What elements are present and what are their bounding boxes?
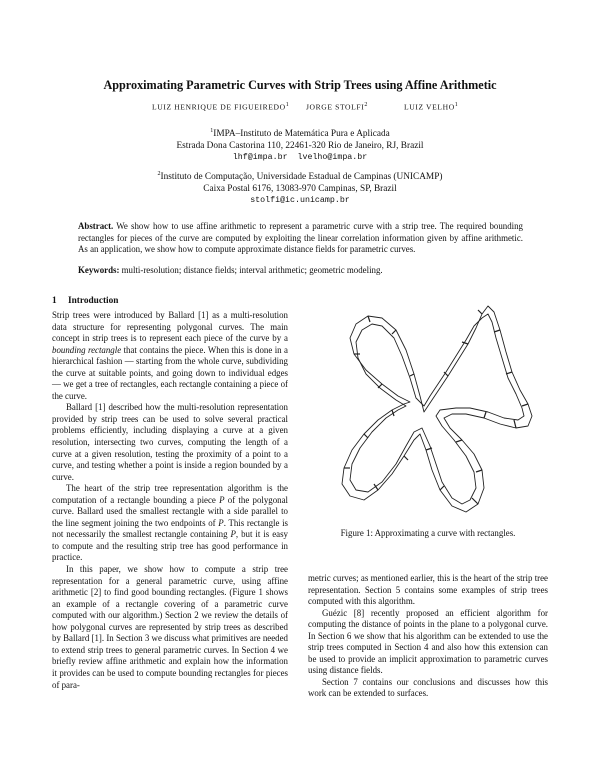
figure-caption: Figure 1: Approximating a curve with rectangles. bbox=[340, 528, 516, 538]
author-name: LUIZ HENRIQUE DE FIGUEIREDO bbox=[152, 102, 286, 112]
strip-tick bbox=[514, 420, 516, 428]
section-number: 1 bbox=[52, 296, 57, 306]
strip-tick bbox=[522, 404, 528, 406]
section-heading bbox=[52, 296, 118, 306]
figure-curve-rectangles bbox=[316, 300, 541, 522]
section-title: Introduction bbox=[68, 296, 119, 306]
strip-tick bbox=[456, 440, 462, 442]
strip-tick bbox=[484, 412, 486, 418]
abstract bbox=[78, 221, 523, 256]
affiliation-2 bbox=[0, 168, 600, 207]
aff-sup: 1 bbox=[210, 128, 214, 134]
keywords-label: Keywords: bbox=[78, 265, 120, 275]
paragraph bbox=[52, 483, 288, 564]
math-symbol: P bbox=[219, 494, 225, 505]
strip-tick bbox=[476, 470, 482, 472]
math-symbol: P bbox=[218, 517, 224, 528]
strip-tick bbox=[392, 330, 396, 334]
text-run: that contains the piece. When this is done in a hierarchical fashion — starting from the whole curve, subdividing the curve at suitable points, and going down to individual edges — we get a tree of rectangles, each rectangle containing a piece of the curve. bbox=[52, 344, 288, 401]
paragraph: Ballard [1] described how the multi-resolution representation provided by strip trees can be used to solve several practical problems efficiently, including displaying a curve at a given resolution, intersecting two curves, computing the length of a curve at a given resolution, testing the proximity of a point to a curve, and testing whether a point is inside a region bounded by a curve. bbox=[52, 402, 288, 482]
text-run: of the polygonal curve. Ballard used the smallest rectangle with a side parallel to the line segment joining the two endpoints of bbox=[52, 494, 289, 528]
author-3 bbox=[404, 102, 458, 112]
aff-email: stolfi@ic.unicamp.br bbox=[250, 196, 350, 206]
strip-tick bbox=[440, 486, 444, 490]
strip-tick bbox=[478, 310, 482, 314]
math-symbol: P bbox=[230, 529, 236, 540]
paragraph: In this paper, we show how to compute a strip tree representation for a general parametric curve, using affine arithmetic [2] to find good bounding rectangles. (Figure 1 shows an example of a rectangle covering of a parametric curve computed with our algorithm.) Section 2 we review the details of how polygonal curves are represented by strip trees as described by Ballard [1]. In Section 3 we discuss what primitives are needed to extend strip trees to general parametric curves. In Section 4 we briefly review affine arithmetic and explain how the information it provides can be used to compute bounding rectangles for pieces of para- bbox=[52, 564, 288, 690]
affiliation-1 bbox=[0, 125, 600, 164]
strip-tick bbox=[494, 330, 500, 332]
keywords bbox=[78, 265, 523, 275]
keywords-text: multi-resolution; distance fields; interval arithmetic; geometric modeling. bbox=[121, 265, 383, 275]
author-sup: 2 bbox=[364, 102, 368, 108]
aff-address: Estrada Dona Castorina 110, 22461-320 Rio de Janeiro, RJ, Brazil bbox=[176, 141, 424, 152]
column-left bbox=[52, 310, 288, 691]
column-right bbox=[308, 573, 548, 700]
strip-tick bbox=[364, 434, 368, 438]
paragraph: metric curves; as mentioned earlier, this is the heart of the strip tree representation. Section 5 contains some examples of strip trees computed with this algorithm. bbox=[308, 573, 548, 607]
strip-tick bbox=[404, 456, 408, 460]
aff-name: IMPA–Instituto de Matemática Pura e Aplicada bbox=[213, 129, 390, 140]
strip-tick bbox=[472, 498, 478, 504]
author-name: JORGE STOLFI bbox=[306, 102, 365, 112]
emphasis: bounding rectangle bbox=[52, 344, 122, 355]
strip-tick bbox=[410, 374, 414, 376]
author-sup: 1 bbox=[454, 102, 459, 108]
text-run: Strip trees were introduced by Ballard [1] as a multi-resolution data structure for representing polygonal curves. The main concept in strip trees is to represent each piece of the curve by a bbox=[52, 310, 288, 344]
author-2 bbox=[306, 102, 368, 112]
author-name: LUIZ VELHO bbox=[404, 102, 455, 112]
strip-tick bbox=[368, 316, 370, 322]
curve-inner bbox=[350, 314, 524, 504]
aff-address: Caixa Postal 6176, 13083-970 Campinas, SP, Brazil bbox=[203, 184, 397, 195]
text-run: . This rectangle is not necessarily the smallest rectangle containing bbox=[52, 517, 289, 540]
author-1 bbox=[152, 102, 289, 112]
paper-title: Approximating Parametric Curves with Strip Trees using Affine Arithmetic bbox=[103, 78, 497, 92]
paragraph bbox=[52, 310, 288, 402]
aff-name: Instituto de Computação, Universidade Estadual de Campinas (UNICAMP) bbox=[160, 172, 443, 183]
author-sup: 1 bbox=[285, 102, 290, 108]
text-run: The heart of the strip tree representation algorithm is the computation of a rectangle bounding a piece bbox=[52, 483, 288, 505]
text-run: , but it is easy to compute and the resulting strip tree has good performance in practice. bbox=[52, 529, 288, 563]
curve-outer bbox=[342, 306, 532, 512]
aff-sup: 2 bbox=[157, 171, 161, 177]
paragraph: Section 7 contains our conclusions and discusses how this work can be extended to surfaces. bbox=[308, 676, 548, 699]
abstract-label: Abstract. bbox=[78, 221, 114, 231]
abstract-text: We show how to use affine arithmetic to represent a parametric curve with a strip tree. The required bounding rectangles for pieces of the curve are computed by exploiting the linear correlation information given by affine arithmetic. As an application, we show how to compute approximate distance fields for parametric curves. bbox=[78, 221, 523, 255]
aff-email: lhf@impa.br lvelho@impa.br bbox=[232, 153, 368, 163]
paragraph: Guézic [8] recently proposed an efficient algorithm for computing the distance of points in the plane to a polygonal curve. In Section 6 we show that his algorithm can be extended to use the strip trees computed in Section 4 and also how this extension can be used to provide an implicit approximation to parametric curves using distance fields. bbox=[308, 607, 548, 676]
